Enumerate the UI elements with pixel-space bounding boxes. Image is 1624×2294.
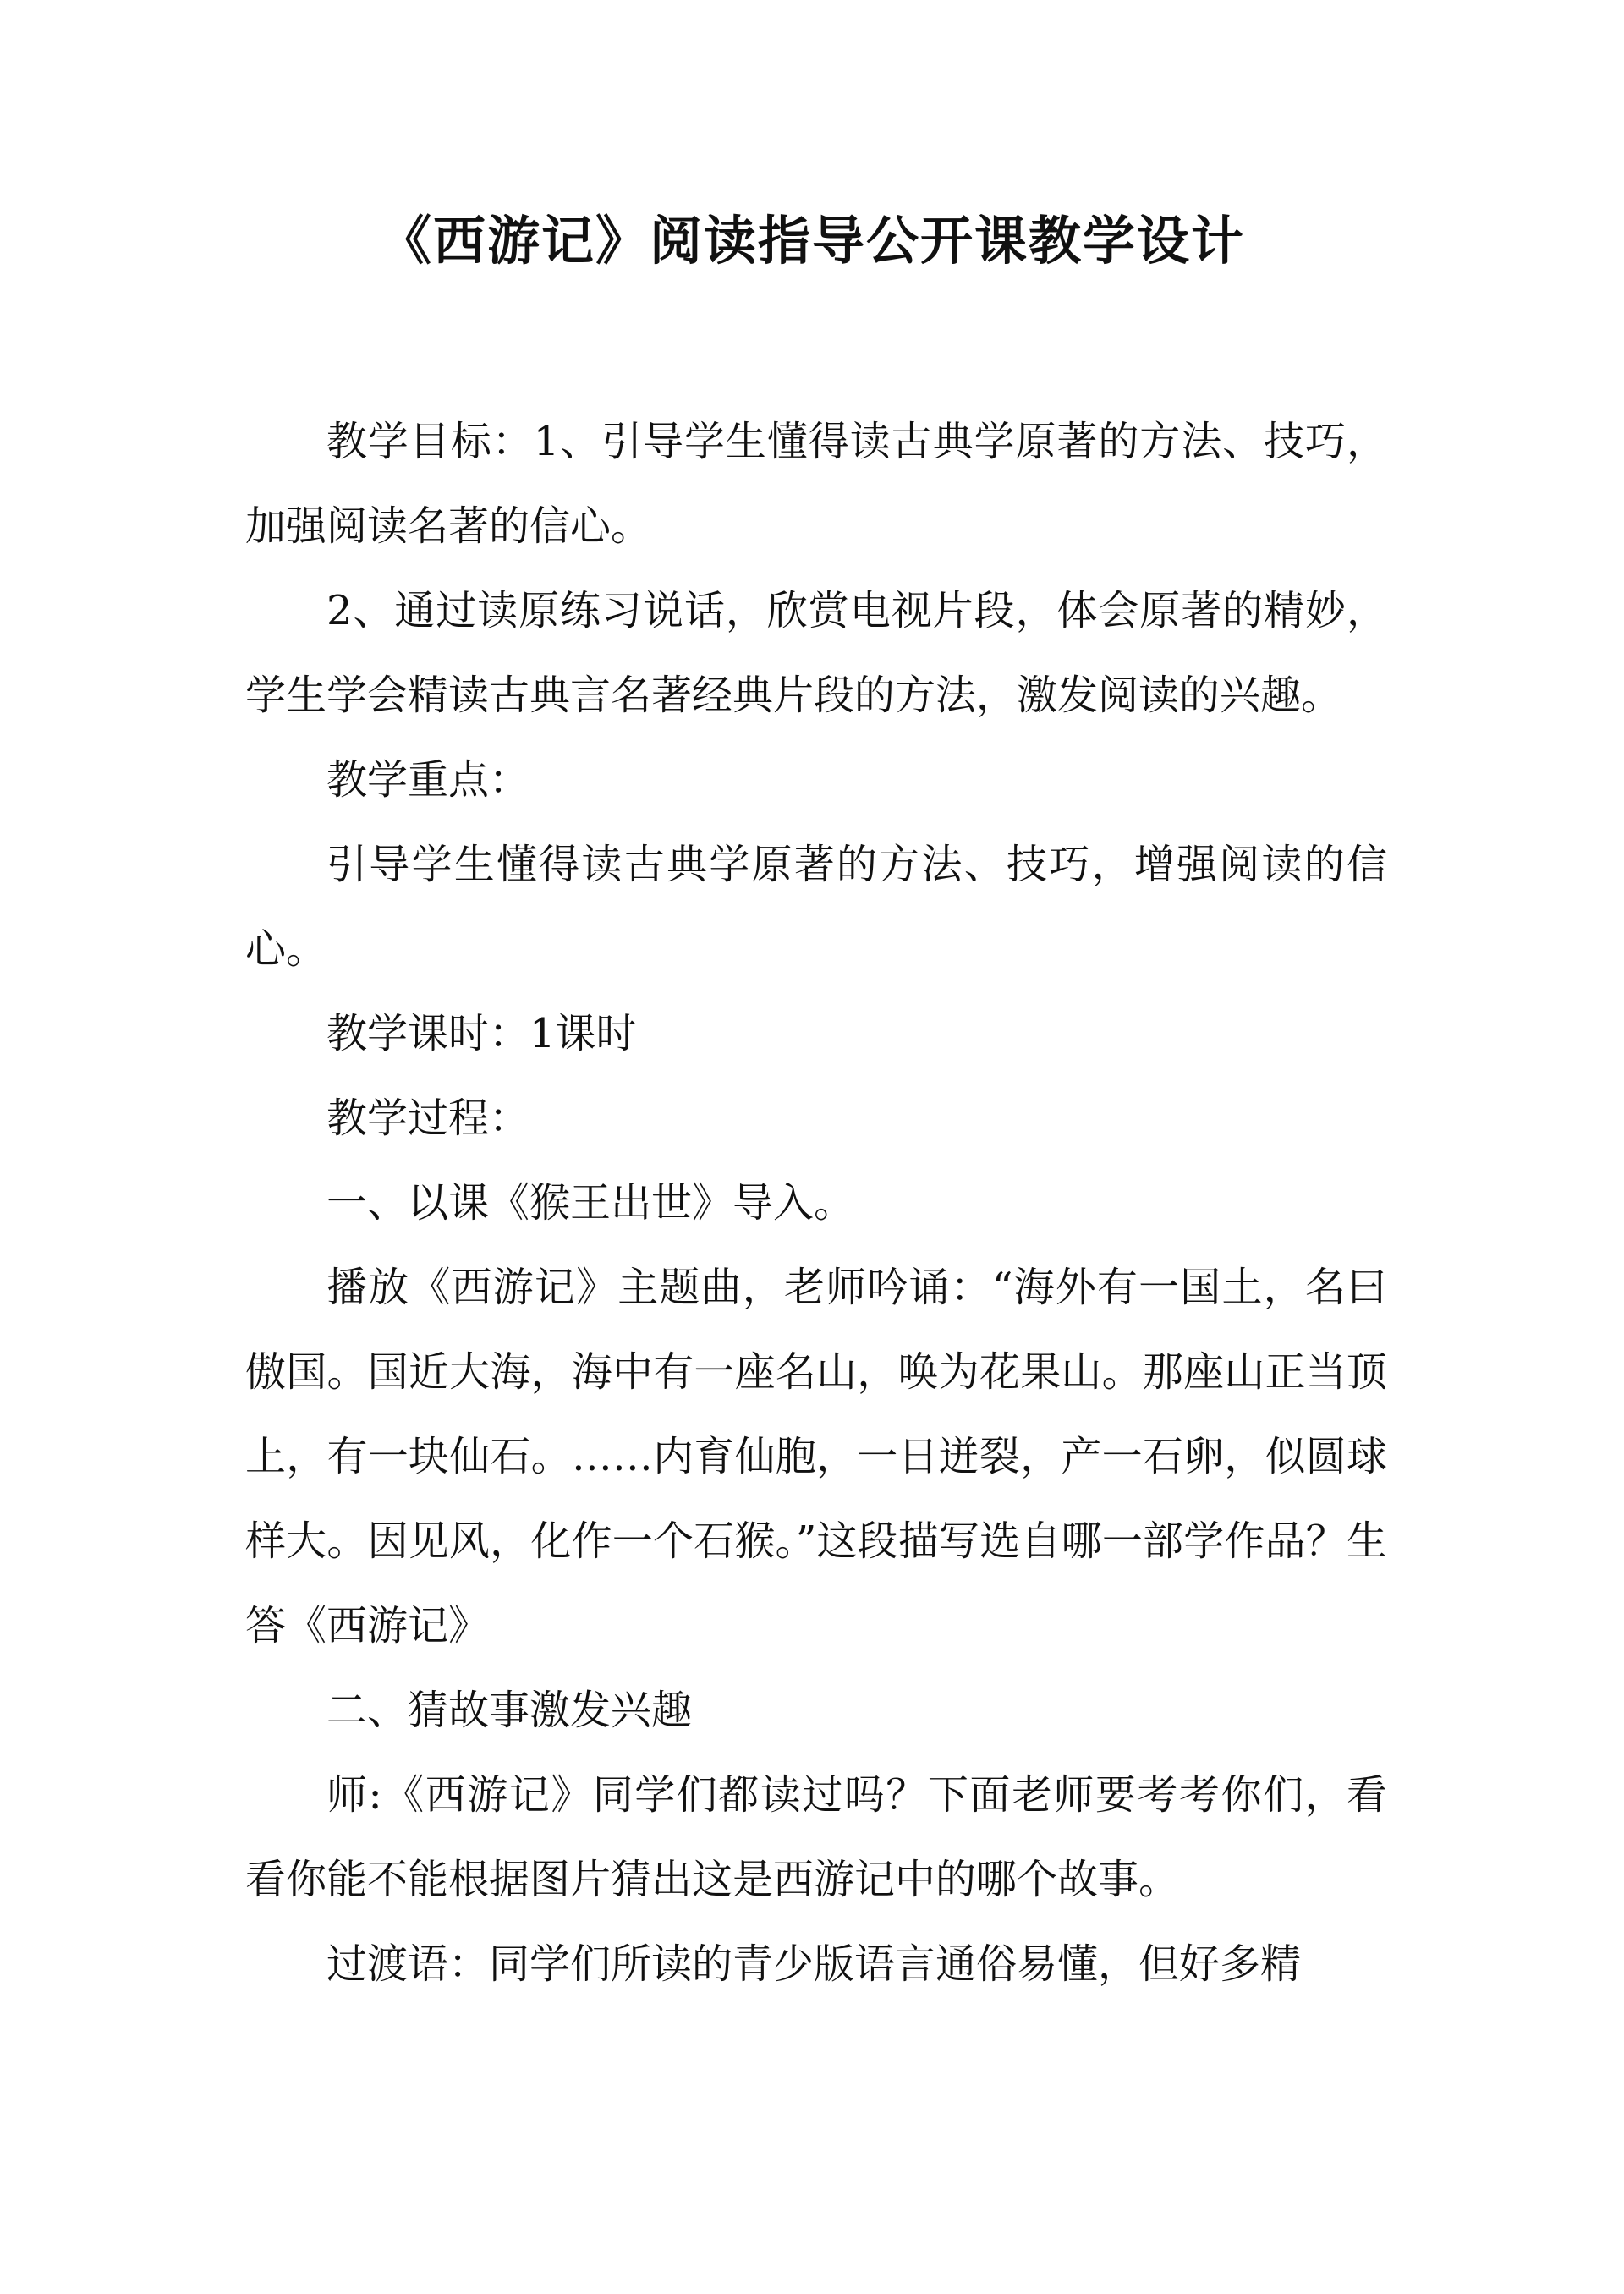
paragraph-transition: 过渡语：同学们所读的青少版语言通俗易懂，但好多精: [326, 1940, 1302, 1988]
paragraph-teaching-goal-1: 教学目标：1、引导学生懂得读古典学原著的方法、技巧，加强阅读名著的信心。: [245, 418, 1387, 550]
paragraph-teaching-goal-2: 2、通过读原练习说话，欣赏电视片段，体会原著的精妙，学生学会精读古典言名著经典片段的方法，激发阅读的兴趣。: [245, 587, 1387, 719]
paragraph-section-1-heading: 一、以课《猴王出世》导入。: [326, 1179, 855, 1227]
document-title: 《西游记》阅读指导公开课教学设计: [378, 210, 1245, 272]
paragraph-section-2-body: 师:《西游记》同学们都读过吗？下面老师要考考你们，看看你能不能根据图片猜出这是西游记中的哪个故事。: [245, 1771, 1387, 1903]
paragraph-key-points: 引导学生懂得读古典学原著的方法、技巧，增强阅读的信心。: [245, 841, 1387, 973]
document-body: [245, 399, 1387, 2006]
paragraph-section-2-heading: 二、猜故事激发兴趣: [326, 1687, 693, 1734]
paragraph-class-hours: 教学课时：1课时: [326, 1010, 637, 1057]
paragraph-key-points-heading: 教学重点：: [326, 756, 530, 804]
paragraph-process-heading: 教学过程：: [326, 1095, 530, 1142]
paragraph-section-1-body: 播放《西游记》主题曲，老师吟诵：“海外有一国土，名曰傲国。国近大海，海中有一座名山，唤为花果山。那座山正当顶上，有一块仙石。……内育仙胞，一日迸裂，产一石卵，似圆球样大。因见风，化作一个石猴。”这段描写选自哪一部学作品？生答《西游记》: [245, 1264, 1387, 1649]
